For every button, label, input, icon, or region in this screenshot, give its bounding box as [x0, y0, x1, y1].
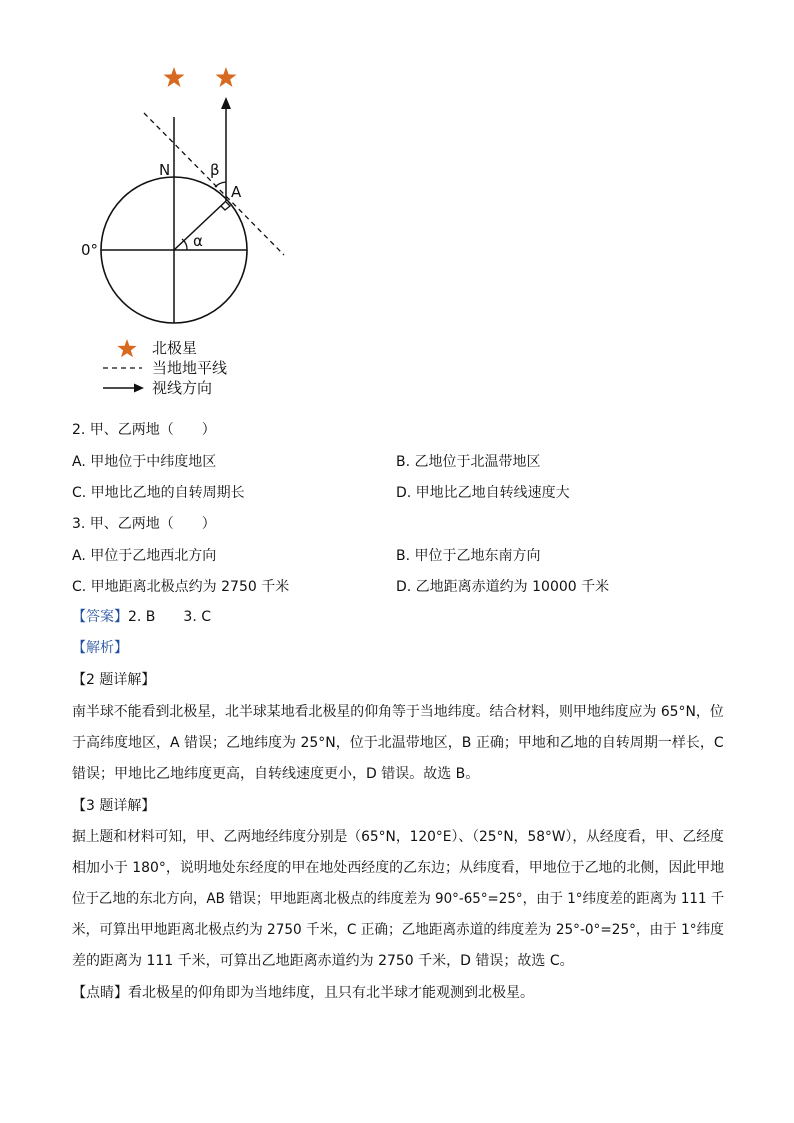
polaris-star-icon-right	[216, 67, 237, 87]
beta-angle-arc	[215, 182, 226, 187]
answer-line	[72, 607, 211, 627]
legend-star-icon	[117, 339, 136, 357]
detail3-line1: 据上题和材料可知，甲、乙两地经纬度分别是（65°N，120°E）、（25°N，58°W），从经度看，甲、乙经度	[72, 829, 724, 845]
point-line	[72, 983, 534, 1003]
q3-option-c: C. 甲地距离北极点约为 2750 千米	[72, 579, 290, 595]
q2-option-a: A. 甲地位于中纬度地区	[72, 454, 217, 470]
q2-stem: 2. 甲、乙两地（ ）	[72, 422, 216, 438]
q2-option-c: C. 甲地比乙地的自转周期长	[72, 485, 245, 501]
local-horizon-dashed-line	[144, 113, 284, 255]
q3-option-b: B. 甲位于乙地东南方向	[396, 548, 541, 564]
legend-dashed-label: 当地地平线	[152, 359, 228, 377]
earth-diagram	[60, 55, 320, 415]
zero-degree-label: 0°	[81, 241, 99, 259]
detail2-heading: 【2 题详解】	[72, 672, 156, 688]
legend-arrow-label: 视线方向	[152, 379, 213, 397]
detail2-line3: 错误；甲地比乙地纬度更高，自转线速度更小，D 错误。故选 B。	[72, 766, 480, 782]
q3-option-a: A. 甲位于乙地西北方向	[72, 548, 217, 564]
detail3-line5: 差的距离为 111 千米，可算出乙地距离赤道约为 2750 千米，D 错误；故选 C。	[72, 953, 574, 969]
detail3-line4: 米，可算出甲地距离北极点约为 2750 千米，C 正确；乙地距离赤道的纬度差为 25°-0°=25°，由于 1°纬度	[72, 922, 724, 938]
alpha-label: α	[193, 232, 203, 250]
right-angle-marker	[221, 202, 230, 210]
q2-option-b: B. 乙地位于北温带地区	[396, 454, 541, 470]
alpha-angle-arc	[182, 239, 187, 250]
north-label: N	[159, 161, 171, 179]
q2-option-d: D. 甲地比乙地自转线速度大	[396, 485, 570, 501]
point-a-label: A	[231, 183, 242, 201]
detail2-line2: 于高纬度地区，A 错误；乙地纬度为 25°N，位于北温带地区，B 正确；甲地和乙地的自转周期一样长，C	[72, 735, 724, 751]
point-text: 看北极星的仰角即为当地纬度，且只有北半球才能观测到北极星。	[128, 985, 534, 1001]
answer-tag: 【答案】	[72, 609, 128, 625]
analysis-tag: 【解析】	[72, 640, 128, 656]
detail2-line1: 南半球不能看到北极星，北半球某地看北极星的仰角等于当地纬度。结合材料，则甲地纬度应为 65°N，位	[72, 704, 724, 720]
legend-star-label: 北极星	[152, 339, 198, 357]
beta-label: β	[210, 161, 220, 179]
q3-stem: 3. 甲、乙两地（ ）	[72, 516, 216, 532]
detail3-line2: 相加小于 180°，说明地处东经度的甲在地处西经度的乙东边；从纬度看，甲地位于乙地的北侧，因此甲地	[72, 860, 725, 876]
answer-value: 2. B 3. C	[128, 609, 211, 625]
point-tag: 【点睛】	[72, 985, 128, 1001]
detail3-heading: 【3 题详解】	[72, 798, 156, 814]
legend-arrowhead-icon	[134, 384, 144, 393]
polaris-star-icon-left	[164, 67, 185, 87]
detail3-line3: 位于乙地的东北方向，AB 错误；甲地距离北极点的纬度差为 90°-65°=25°，由于 1°纬度差的距离为 111 千	[72, 891, 725, 907]
sightline-arrowhead-icon	[221, 97, 231, 109]
q3-option-d: D. 乙地距离赤道约为 10000 千米	[396, 579, 610, 595]
